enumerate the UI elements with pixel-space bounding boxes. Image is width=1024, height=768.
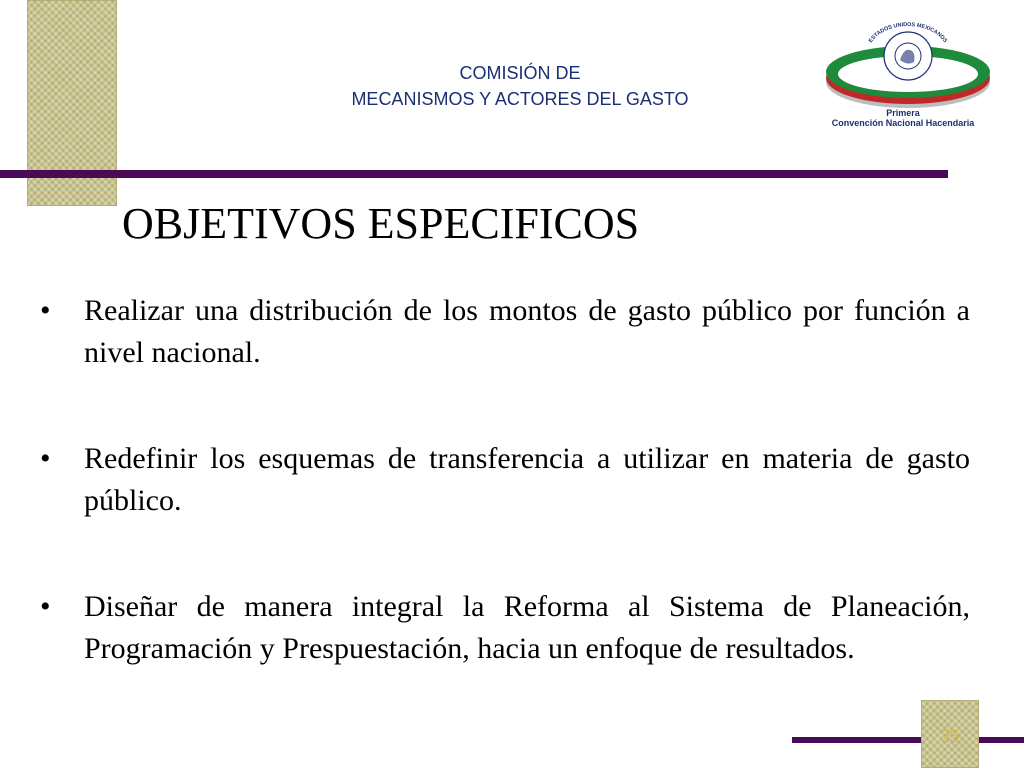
header-title [270,60,770,112]
top-divider-rule [0,170,948,178]
slide-title: OBJETIVOS ESPECIFICOS [122,199,640,248]
objectives-list [40,290,970,734]
bullet-text: Redefinir los esquemas de transferencia a utilizar en materia de gasto público. [84,442,970,517]
list-item [40,290,970,374]
logo-caption [800,108,1006,128]
header-title-line1: COMISIÓN DE [459,63,581,83]
logo-ring-text: ESTADOS UNIDOS MEXICANOS [867,21,949,45]
page-number: 25 [941,725,959,746]
bullet-text: Diseñar de manera integral la Reforma al Sistema de Planeación, Programación y Prespuestación, hacia un enfoque de resultados. [84,590,970,665]
bullet-icon: • [40,442,51,475]
bottom-divider-rule [792,737,1024,743]
list-item [40,586,970,670]
logo-caption-line1: Primera [886,108,920,118]
bullet-icon: • [40,590,51,623]
page-number-box [921,700,979,768]
bullet-text: Realizar una distribución de los montos de gasto público por función a nivel nacional. [84,294,970,369]
list-item [40,438,970,522]
bullet-icon: • [40,294,51,327]
header-title-line2: MECANISMOS Y ACTORES DEL GASTO [351,89,689,109]
logo-caption-line2: Convención Nacional Hacendaria [831,118,975,128]
